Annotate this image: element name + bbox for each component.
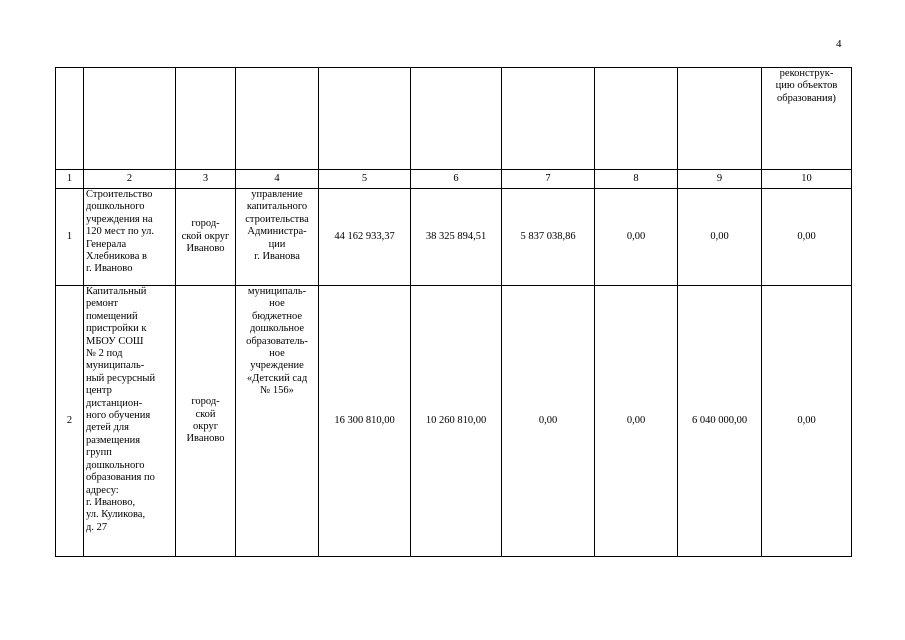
- territory: город- ской округ Иваново: [176, 286, 236, 557]
- column-number: 4: [236, 170, 319, 189]
- value-col6: 10 260 810,00: [411, 286, 502, 557]
- header-cell: [319, 68, 411, 170]
- territory: город- ской округ Иваново: [176, 189, 236, 286]
- value-col9: 0,00: [678, 189, 762, 286]
- header-cell: [678, 68, 762, 170]
- object-name: Капитальный ремонт помещений пристройки к МБОУ СОШ № 2 под муниципаль- ный ресурсный центр дистанцион- ного обучения детей для размещения групп дошкольного образования по адресу: г. Иваново, ул. Куликова, д. 27: [84, 286, 176, 557]
- header-cell: [411, 68, 502, 170]
- column-number: 3: [176, 170, 236, 189]
- object-name: Строительство дошкольного учреждения на 120 мест по ул. Генерала Хлебникова в г. Иваново: [84, 189, 176, 286]
- header-cell: [502, 68, 595, 170]
- table-row: [56, 189, 852, 286]
- column-number: 6: [411, 170, 502, 189]
- value-col7: 5 837 038,86: [502, 189, 595, 286]
- value-col10: 0,00: [762, 286, 852, 557]
- column-number-row: [56, 170, 852, 189]
- executor: управление капитального строительства Администра- ции г. Иванова: [236, 189, 319, 286]
- value-col6: 38 325 894,51: [411, 189, 502, 286]
- budget-table: [55, 67, 852, 557]
- value-col8: 0,00: [595, 189, 678, 286]
- value-col5: 16 300 810,00: [319, 286, 411, 557]
- column-number: 1: [56, 170, 84, 189]
- column-number: 2: [84, 170, 176, 189]
- value-col9: 6 040 000,00: [678, 286, 762, 557]
- row-number: 2: [56, 286, 84, 557]
- page-number: 4: [836, 38, 842, 50]
- value-col10: 0,00: [762, 189, 852, 286]
- column-number: 5: [319, 170, 411, 189]
- row-number: 1: [56, 189, 84, 286]
- header-cell: [176, 68, 236, 170]
- value-col8: 0,00: [595, 286, 678, 557]
- table-row: [56, 286, 852, 557]
- executor: муниципаль- ное бюджетное дошкольное образователь- ное учреждение «Детский сад № 156»: [236, 286, 319, 557]
- header-continuation-row: [56, 68, 852, 170]
- column-number: 10: [762, 170, 852, 189]
- value-col5: 44 162 933,37: [319, 189, 411, 286]
- header-cell: [595, 68, 678, 170]
- header-cell-col10: реконструк- цию объектов образования): [762, 68, 852, 170]
- column-number: 7: [502, 170, 595, 189]
- header-cell: [84, 68, 176, 170]
- column-number: 8: [595, 170, 678, 189]
- header-cell: [236, 68, 319, 170]
- column-number: 9: [678, 170, 762, 189]
- value-col7: 0,00: [502, 286, 595, 557]
- header-cell: [56, 68, 84, 170]
